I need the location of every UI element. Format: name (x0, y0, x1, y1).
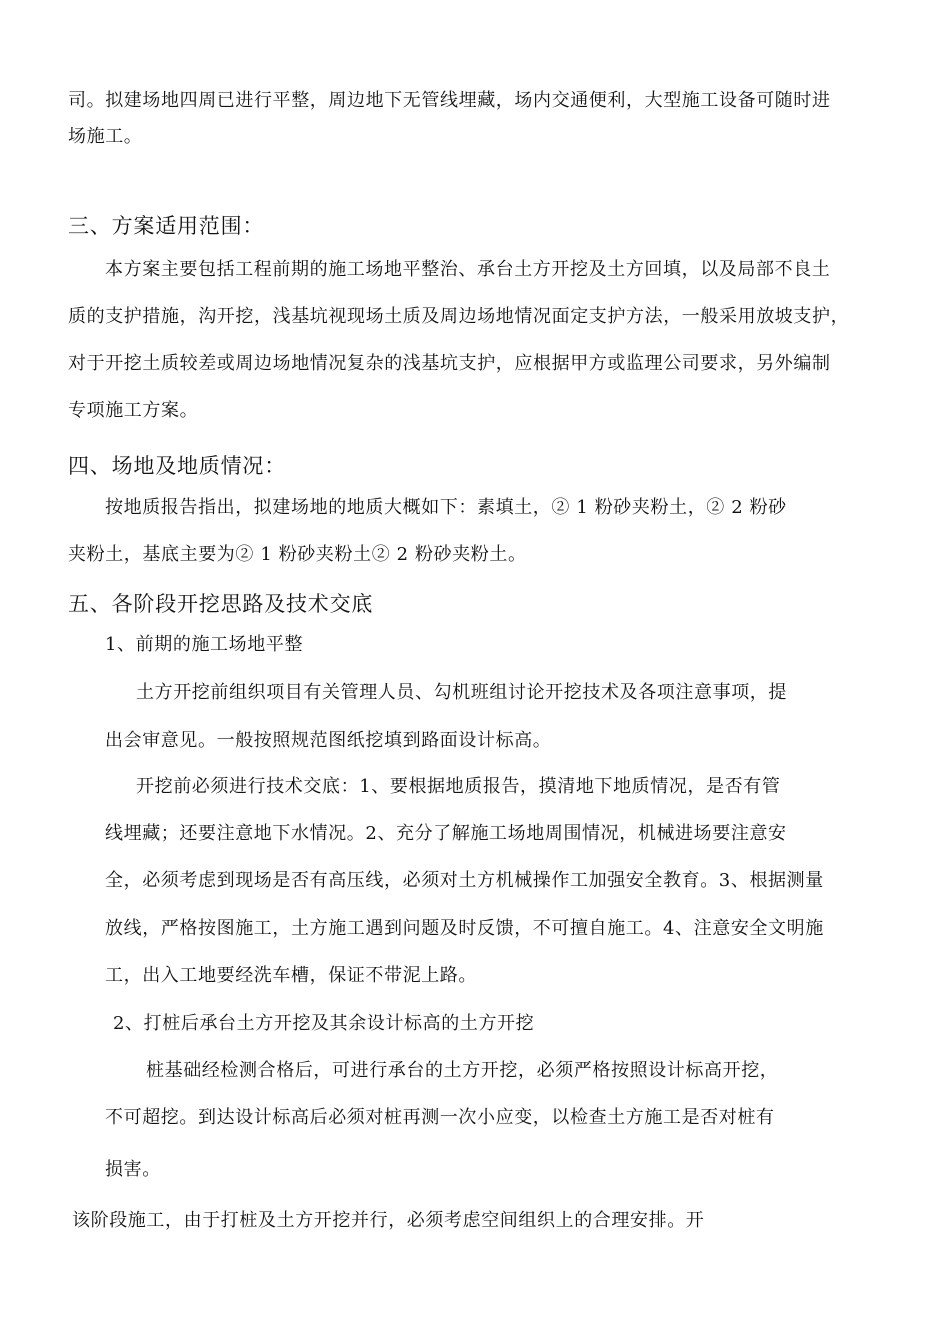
paragraph-line: 全，必须考虑到现场是否有高压线，必须对土方机械操作工加强安全教育。3、根据测量 (105, 870, 824, 891)
paragraph-line: 土方开挖前组织项目有关管理人员、勾机班组讨论开挖技术及各项注意事项，提 (136, 682, 787, 703)
subheading-site-leveling: 1、前期的施工场地平整 (105, 634, 304, 655)
paragraph-line: 按地质报告指出，拟建场地的地质大概如下：素填土，② 1 粉砂夹粉土，② 2 粉砂 (105, 497, 787, 518)
paragraph-line: 该阶段施工，由于打桩及土方开挖并行，必须考虑空间组织上的合理安排。开 (72, 1210, 705, 1231)
paragraph-line: 对于开挖土质较差或周边场地情况复杂的浅基坑支护，应根据甲方或监理公司要求，另外编制 (68, 353, 831, 374)
paragraph-line: 工，出入工地要经洗车槽，保证不带泥上路。 (105, 965, 477, 986)
paragraph-line: 损害。 (105, 1159, 161, 1180)
section-heading-site-geology: 四、场地及地质情况： (68, 454, 286, 478)
paragraph-line: 放线，严格按图施工，土方施工遇到问题及时反馈，不可擅自施工。4、注意安全文明施 (105, 918, 824, 939)
paragraph-line: 场施工。 (68, 126, 143, 147)
paragraph-line: 质的支护措施，沟开挖，浅基坑视现场土质及周边场地情况面定支护方法，一般采用放坡支护， (68, 306, 850, 327)
paragraph-line: 不可超挖。到达设计标高后必须对桩再测一次小应变，以检查土方施工是否对桩有 (105, 1107, 775, 1128)
paragraph-line: 线埋藏；还要注意地下水情况。2、充分了解施工场地周围情况，机械进场要注意安 (105, 823, 787, 844)
paragraph-line: 专项施工方案。 (68, 400, 199, 421)
paragraph-line: 开挖前必须进行技术交底：1、要根据地质报告，摸清地下地质情况，是否有管 (136, 776, 781, 797)
section-heading-scope: 三、方案适用范围： (68, 214, 265, 238)
paragraph-line: 司。拟建场地四周已进行平整，周边地下无管线埋藏，场内交通便利，大型施工设备可随时进 (68, 90, 831, 111)
paragraph-line: 出会审意见。一般按照规范图纸挖填到路面设计标高。 (105, 730, 552, 751)
paragraph-line: 夹粉土，基底主要为② 1 粉砂夹粉土② 2 粉砂夹粉土。 (68, 544, 527, 565)
paragraph-line: 桩基础经检测合格后，可进行承台的土方开挖，必须严格按照设计标高开挖， (146, 1060, 779, 1081)
paragraph-line: 本方案主要包括工程前期的施工场地平整治、承台土方开挖及土方回填，以及局部不良土 (105, 259, 831, 280)
subheading-cap-excavation: 2、打桩后承台土方开挖及其余设计标高的土方开挖 (113, 1013, 535, 1034)
section-heading-excavation: 五、各阶段开挖思路及技术交底 (68, 592, 374, 616)
